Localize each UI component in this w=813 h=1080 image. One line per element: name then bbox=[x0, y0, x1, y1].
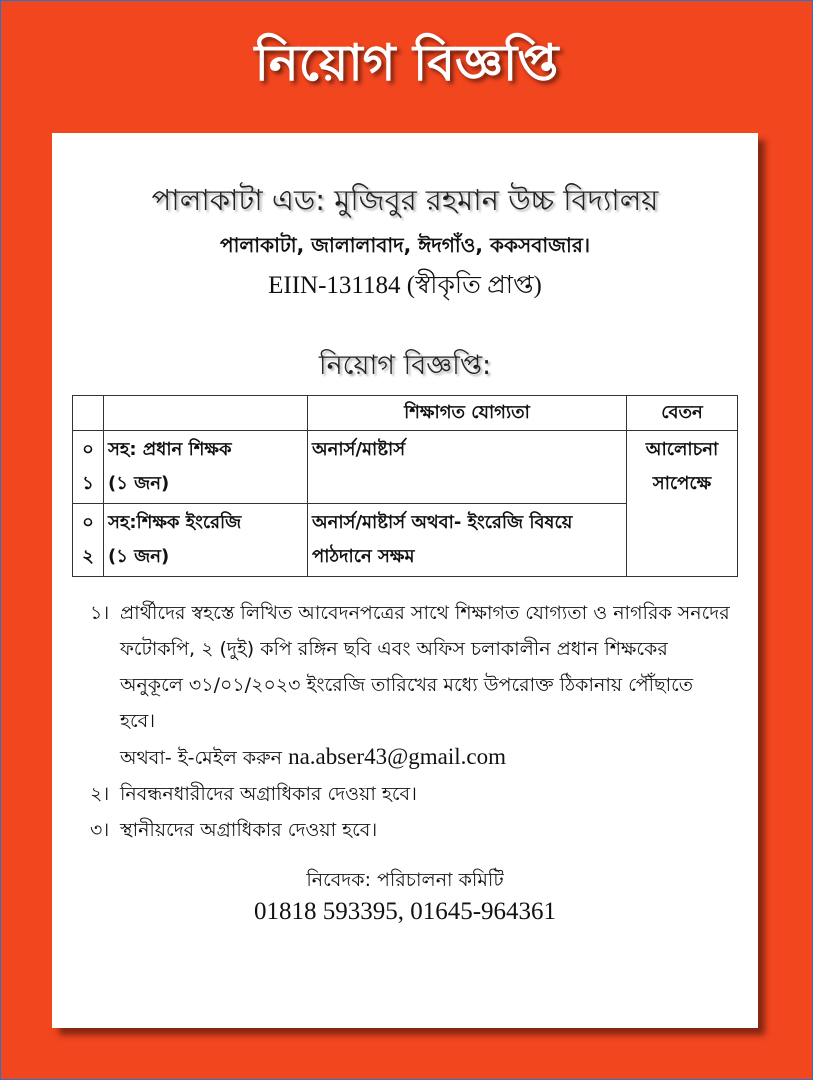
row-qualification: অনার্স/মাষ্টার্স bbox=[308, 431, 627, 504]
pay-note: আলোচনা সাপেক্ষে bbox=[627, 431, 738, 577]
instruction-item bbox=[90, 812, 730, 848]
instruction-text: প্রার্থীদের স্বহস্তে লিখিত আবেদনপত্রের সাথে শিক্ষাগত যোগ্যতা ও নাগরিক সনদের ফটোকপি, ২ (দুই) কপি রঙ্গিন ছবি এবং অফিস চলাকালীন প্রধান শিক্ষকের অনুকূলে ৩১/০১/২০২৩ ইংরেজি তারিখের মধ্যে উপরোক্ত ঠিকানায় পৌঁছাতে হবে। bbox=[120, 602, 730, 732]
table-row bbox=[73, 431, 738, 504]
post-count: (১ জন) bbox=[108, 473, 170, 494]
school-address: পালাকাটা, জালালাবাদ, ঈদগাঁও, ককসবাজার। bbox=[220, 233, 590, 257]
header-qualification: শিক্ষাগত যোগ্যতা bbox=[308, 396, 627, 431]
banner-title: নিয়োগ বিজ্ঞপ্তি bbox=[254, 34, 559, 92]
school-name: পালাকাটা এড: মুজিবুর রহমান উচ্চ বিদ্যালয় bbox=[151, 183, 659, 217]
header-pay: বেতন bbox=[627, 396, 738, 431]
email-prefix: অথবা- ই-মেইল করুন bbox=[120, 747, 283, 769]
post-count: (১ জন) bbox=[108, 546, 170, 567]
serial-digit: ০ bbox=[82, 512, 94, 533]
header-post bbox=[104, 396, 308, 431]
instruction-number: ১। bbox=[90, 602, 110, 624]
posts-table bbox=[72, 395, 738, 577]
instruction-number: ২। bbox=[90, 783, 110, 805]
signature: নিবেদক: পরিচালনা কমিটি bbox=[306, 869, 504, 891]
instruction-text: স্থানীয়দের অগ্রাধিকার দেওয়া হবে। bbox=[120, 819, 378, 841]
email-line bbox=[120, 739, 730, 776]
row-serial bbox=[73, 431, 104, 504]
serial-digit: ২ bbox=[82, 546, 94, 567]
instruction-number: ৩। bbox=[90, 819, 110, 841]
row-serial bbox=[73, 504, 104, 577]
row-post bbox=[104, 431, 308, 504]
school-eiin: EIIN-131184 (স্বীকৃতি প্রাপ্ত) bbox=[268, 272, 542, 299]
post-title: সহ:শিক্ষক ইংরেজি bbox=[108, 512, 242, 533]
table-header-row bbox=[73, 396, 738, 431]
instruction-item bbox=[90, 595, 730, 776]
row-qualification: অনার্স/মাষ্টার্স অথবা- ইংরেজি বিষয়ে পাঠদানে সক্ষম bbox=[308, 504, 627, 577]
instruction-item bbox=[90, 776, 730, 812]
serial-digit: ০ bbox=[82, 439, 94, 460]
row-post bbox=[104, 504, 308, 577]
contact-phones: 01818 593395, 01645-964361 bbox=[253, 898, 557, 925]
header-serial bbox=[73, 396, 104, 431]
serial-digit: ১ bbox=[82, 473, 94, 494]
instruction-text: নিবন্ধনধারীদের অগ্রাধিকার দেওয়া হবে। bbox=[120, 783, 417, 805]
instructions bbox=[90, 595, 730, 848]
notice-heading: নিয়োগ বিজ্ঞপ্তি: bbox=[318, 350, 492, 381]
notice-paper bbox=[52, 133, 758, 1028]
post-title: সহ: প্রধান শিক্ষক bbox=[108, 439, 232, 460]
email-address: na.abser43@gmail.com bbox=[288, 744, 506, 769]
